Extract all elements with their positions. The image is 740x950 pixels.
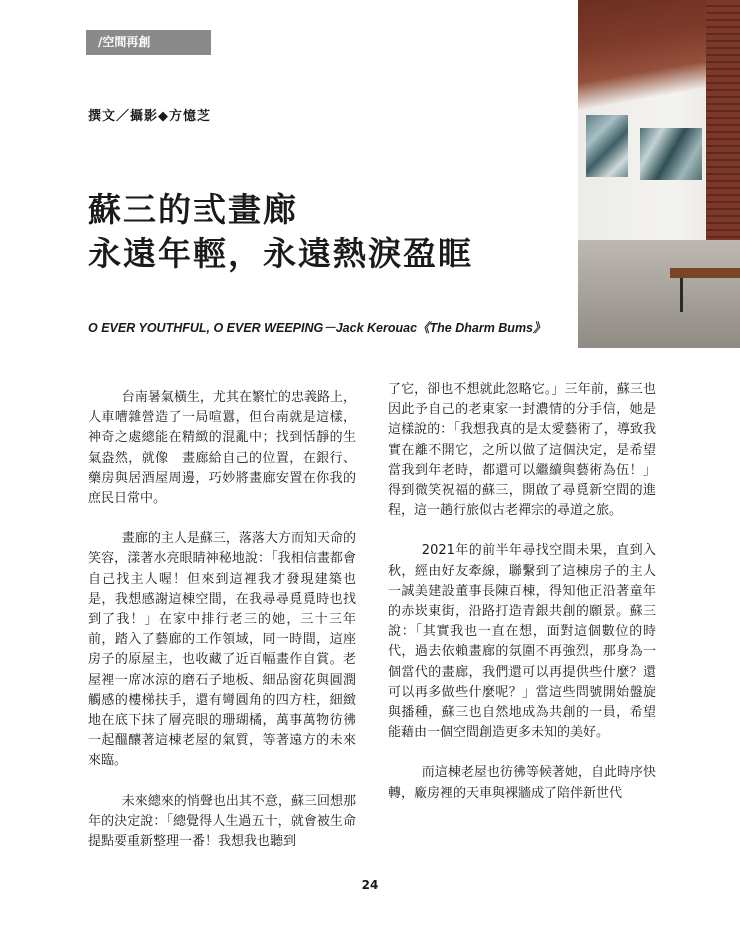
photo-painting-left xyxy=(586,115,628,177)
section-tag: /空間再創 xyxy=(86,30,211,55)
paragraph: 而這棟老屋也彷彿等候著她，自此時序快轉，廠房裡的天車與裸牆成了陪伴新世代 xyxy=(388,765,656,801)
byline: 撰文／攝影◆方憶芝 xyxy=(88,109,211,124)
paragraph: 未來總來的悄聲也出其不意，蘇三回想那年的決定說：「總覺得人生過五十，就會被生命提點要重新整理一番！我想我也聽到 xyxy=(88,793,356,850)
paragraph: 了它，卻也不想就此忽略它。」三年前，蘇三也因此予自己的老東家一封濃情的分手信，她是這樣說的：「我想我真的是太愛藝術了，導致我實在離不開它，之所以做了這個決定，是希望當我到年老時，都還可以繼續與藝術為伍！」得到微笑祝福的蘇三，開啟了尋覓新空間的進程，這一趟行旅似古老禪宗的尋道之旅。 xyxy=(388,382,656,519)
photo-brick-wall xyxy=(706,0,740,250)
title-line-1: 蘇三的弎畫廊 xyxy=(88,190,298,229)
photo-bench-leg xyxy=(680,278,683,312)
paragraph: 畫廊的主人是蘇三，落落大方而知天命的笑容，漾著水亮眼睛神秘地說：「我相信畫都會自己找主人喔！但來到這裡我才發現建築也是，我想感謝這棟空間，在我尋尋覓覓時也找到了我！」在家中排行老三的她，三十三年前，踏入了藝廊的工作領域，同一時間，這座房子的原屋主，也收藏了近百幅畫作自賞。老屋裡一席冰涼的磨石子地板、細品窗花與圓潤觸感的樓梯扶手，還有彎圓角的四方柱，細緻地在底下抹了層亮眼的珊瑚橘，萬事萬物彷彿一起醞釀著這棟老屋的氣質，等著遠方的未來來臨。 xyxy=(88,531,356,769)
paragraph: 台南暑氣橫生，尤其在繁忙的忠義路上，人車嘈雜營造了一局喧囂，但台南就是這樣，神奇之處總能在精緻的混亂中；找到恬靜的生氣盎然，就像 畫廊給自己的位置，在銀行、藥房與居酒屋周邊，巧妙將畫廊安置在你我的庶民日常中。 xyxy=(88,390,356,507)
paragraph: 2021年的前半年尋找空間未果，直到入秋，經由好友牽線，聯繫到了這棟房子的主人一誠美建設董事長陳百棟，得知他正沿著童年的赤崁東街，沿路打造青銀共創的願景。蘇三說：「其實我也一直在想，面對這個數位的時代，過去依賴畫廊的氛圍不再強烈，那身為一個當代的畫廊，我們還可以再提供些什麼？還可以再多做些什麼呢？」當這些問號開始盤旋與播種，蘇三也自然地成為共創的一員，希望能藉由一個空間創造更多未知的美好。 xyxy=(388,543,656,741)
right-column xyxy=(388,380,656,824)
article-subtitle: O EVER YOUTHFUL, O EVER WEEPING－Jack Kerouac《The Dharm Bums》 xyxy=(88,321,546,335)
article-title xyxy=(88,188,473,276)
title-line-2: 永遠年輕，永遠熱淚盈眶 xyxy=(88,234,473,273)
gallery-photo xyxy=(578,0,740,348)
photo-bench xyxy=(670,268,740,278)
photo-floor xyxy=(578,240,740,348)
left-column xyxy=(88,388,356,872)
photo-painting-right xyxy=(640,128,702,180)
page-number: 24 xyxy=(361,878,379,892)
